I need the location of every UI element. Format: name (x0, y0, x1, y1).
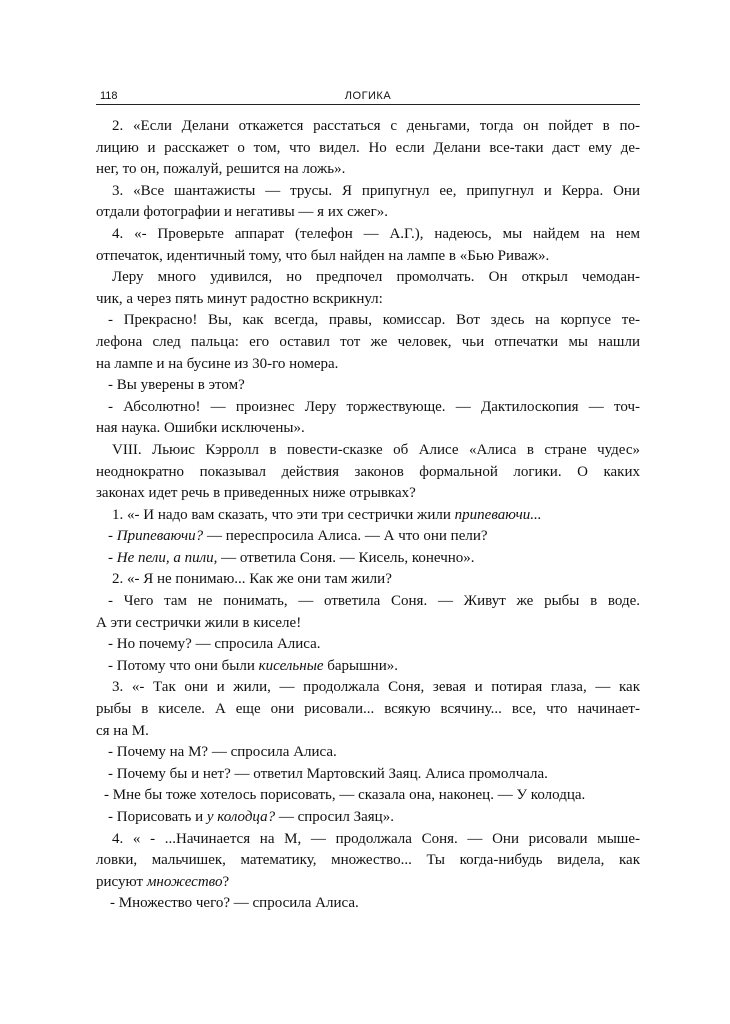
text-line: - Чего там не понимать, — ответила Соня. — Живут же рыбы в воде. (108, 593, 640, 610)
text-line (96, 872, 640, 894)
text-line: ная наука. Ошибки исключены». (96, 420, 305, 437)
text-span: — переспросила Алиса. — А что они пели? (203, 528, 488, 545)
text-span: — ответила Соня. — Кисель, конечно». (217, 549, 475, 566)
italic-span: Не пели, а пили, (116, 549, 218, 566)
text-line: 2. «Если Делани откажется расстаться с деньгами, тогда он пойдет в по- (112, 118, 640, 134)
running-header (96, 88, 640, 105)
text-line: 3. «- Так они и жили, — продолжала Соня, зевая и потирая глаза, — как (112, 679, 640, 696)
text-line: лефона след пальца: его оставил тот же человек, чьи отпечатки мы нашли (96, 333, 640, 350)
main-text (96, 116, 640, 915)
text-span: — спросил Заяц». (275, 809, 394, 825)
italic-span: Припеваючи? (116, 528, 204, 545)
text-span: - (108, 549, 117, 566)
text-line: VIII. Льюис Кэрролл в повести-сказке об Алисе «Алиса в стране чудес» (112, 441, 640, 458)
text-line: - Но почему? — спросила Алиса. (108, 636, 321, 653)
italic-span: кисельные (258, 657, 324, 674)
text-line (96, 526, 640, 548)
text-line: рыбы в киселе. А еще они рисовали... всякую всячину... все, что начинает- (96, 701, 640, 718)
text-line: чик, а через пять минут радостно вскрикнул: (96, 290, 383, 307)
text-line: отпечаток, идентичный тому, что был найден на лампе в «Бью Риваж». (96, 247, 550, 264)
text-line: - Множество чего? — спросила Алиса. (110, 895, 359, 912)
text-span: 1. «- И надо вам сказать, что эти три сестрички жили (112, 506, 455, 523)
text-span: - (108, 528, 117, 545)
text-line: 4. «- Проверьте аппарат (телефон — А.Г.), надеюсь, мы найдем на нем (112, 225, 640, 242)
text-line (96, 505, 640, 527)
running-title: ЛОГИКА (344, 90, 392, 102)
text-span: барышни». (323, 657, 398, 674)
text-line (96, 548, 640, 570)
text-line: - Вы уверены в этом? (108, 377, 245, 394)
text-line: Леру много удивился, но предпочел промолчать. Он открыл чемодан- (112, 269, 640, 286)
page-number: 118 (100, 90, 118, 102)
text-line: отдали фотографии и негативы — я их сжег». (96, 204, 388, 221)
italic-span: припеваючи... (454, 506, 542, 523)
text-line: А эти сестрички жили в киселе! (96, 614, 302, 631)
text-line (96, 807, 640, 829)
text-line (96, 656, 640, 678)
text-line: законах идет речь в приведенных ниже отрывках? (96, 485, 416, 502)
text-span: - Порисовать и (108, 809, 207, 825)
text-line: нег, то он, пожалуй, решится на ложь». (96, 161, 346, 178)
text-line: - Абсолютно! — произнес Леру торжествующе. — Дактилоскопия — точ- (108, 398, 640, 415)
text-line: ся на М. (96, 722, 149, 739)
text-span: - Потому что они были (108, 657, 259, 674)
text-line: - Мне бы тоже хотелось порисовать, — сказала она, наконец. — У колодца. (104, 787, 586, 804)
text-line: - Почему на М? — спросила Алиса. (108, 744, 337, 761)
text-line: 2. «- Я не понимаю... Как же они там жили? (112, 571, 392, 588)
text-span: рисуют (96, 873, 147, 890)
text-line: 4. « - ...Начинается на М, — продолжала Соня. — Они рисовали мыше- (112, 830, 640, 847)
italic-span: у колодца? (206, 809, 276, 825)
text-line: на лампе и на бусине из 30-го номера. (96, 355, 339, 372)
text-line: лицию и расскажет о том, что видел. Но если Делани все-таки даст ему де- (96, 139, 640, 156)
text-line: ловки, мальчишек, математику, множество... Ты когда-нибудь видела, как (96, 852, 640, 869)
italic-span: множество (146, 873, 223, 890)
text-span: ? (222, 873, 230, 890)
text-line: - Почему бы и нет? — ответил Мартовский Заяц. Алиса промолчала. (108, 765, 548, 782)
text-line: 3. «Все шантажисты — трусы. Я припугнул ее, припугнул и Керра. Они (112, 182, 640, 199)
text-line: неоднократно показывал действия законов формальной логики. О каких (96, 463, 640, 480)
text-line: - Прекрасно! Вы, как всегда, правы, комиссар. Вот здесь на корпусе те- (108, 312, 640, 329)
